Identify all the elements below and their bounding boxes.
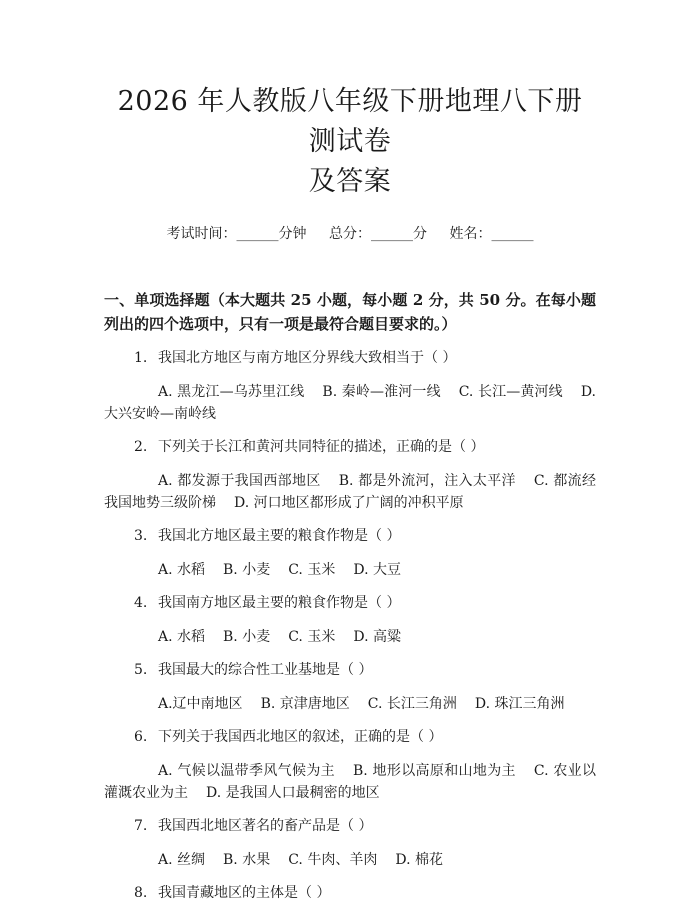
option-c: C. 玉米: [288, 562, 336, 578]
question-item: [104, 437, 596, 514]
question-stem: [104, 526, 596, 546]
option-a: A. 丝绸: [158, 852, 206, 868]
option-b: B. 小麦: [223, 562, 271, 578]
option-d: D. 珠江三角洲: [474, 696, 565, 712]
question-number: 6.: [134, 729, 148, 745]
option-a: A. 气候以温带季风气候为主: [158, 763, 336, 779]
question-item: [104, 660, 596, 715]
question-stem: [104, 660, 596, 680]
option-d: D. 是我国人口最稠密的地区: [206, 785, 380, 801]
question-options: [104, 849, 596, 871]
question-text: 我国青藏地区的主体是（ ）: [158, 885, 331, 901]
section-heading: 一、单项选择题（本大题共 25 小题，每小题 2 分，共 50 分。在每小题列出的四个选项中，只有一项是最符合题目要求的。）: [104, 291, 596, 333]
question-options: [104, 559, 596, 581]
question-text: 我国最大的综合性工业基地是（ ）: [158, 662, 373, 678]
question-options: [104, 470, 596, 514]
question-number: 4.: [134, 595, 148, 611]
option-a: A. 水稻: [158, 562, 206, 578]
question-item: [104, 348, 596, 425]
question-options: [104, 760, 596, 804]
question-number: 2.: [134, 439, 148, 455]
option-c: C. 长江—黄河线: [458, 384, 563, 400]
option-c: C. 牛肉、羊肉: [288, 852, 378, 868]
question-number: 8.: [134, 885, 148, 901]
option-b: B. 秦岭—淮河一线: [322, 384, 441, 400]
option-d: D. 大兴安岭—南岭线: [104, 384, 596, 422]
question-text: 我国南方地区最主要的粮食作物是（ ）: [158, 595, 401, 611]
question-text: 我国西北地区著名的畜产品是（ ）: [158, 818, 373, 834]
option-c: C. 农业以灌溉农业为主: [104, 763, 596, 801]
option-c: C. 都流经我国地势三级阶梯: [104, 473, 596, 511]
question-list: [104, 348, 596, 903]
question-item: [104, 727, 596, 804]
question-number: 3.: [134, 528, 148, 544]
option-a: A. 都发源于我国西部地区: [158, 473, 321, 489]
option-b: B. 水果: [223, 852, 271, 868]
option-b: B. 京津唐地区: [260, 696, 350, 712]
student-name: 姓名：______: [449, 226, 534, 242]
title-line-1: 2026 年人教版八年级下册地理八下册测试卷: [117, 86, 583, 157]
option-d: D. 大豆: [353, 562, 401, 578]
option-d: D. 棉花: [395, 852, 443, 868]
exam-time: 考试时间：______分钟: [166, 226, 307, 242]
option-a: A.辽中南地区: [158, 696, 243, 712]
question-stem: [104, 593, 596, 613]
question-number: 5.: [134, 662, 148, 678]
question-number: 1.: [134, 350, 148, 366]
option-a: A. 水稻: [158, 629, 206, 645]
question-text: 我国北方地区与南方地区分界线大致相当于（ ）: [158, 350, 457, 366]
question-stem: [104, 348, 596, 368]
question-item: [104, 816, 596, 871]
option-d: D. 高粱: [353, 629, 401, 645]
question-text: 下列关于长江和黄河共同特征的描述，正确的是（ ）: [158, 439, 485, 455]
question-options: [104, 693, 596, 715]
option-b: B. 小麦: [223, 629, 271, 645]
question-stem: [104, 437, 596, 457]
question-item: [104, 883, 596, 903]
question-stem: [104, 883, 596, 903]
option-d: D. 河口地区都形成了广阔的冲积平原: [234, 495, 464, 511]
exam-meta: [104, 224, 596, 244]
question-number: 7.: [134, 818, 148, 834]
question-item: [104, 526, 596, 581]
total-score: 总分：______分: [329, 226, 427, 242]
option-c: C. 长江三角洲: [367, 696, 457, 712]
option-c: C. 玉米: [288, 629, 336, 645]
question-item: [104, 593, 596, 648]
option-b: B. 都是外流河，注入太平洋: [338, 473, 516, 489]
title-line-2: 及答案: [308, 166, 392, 197]
option-b: B. 地形以高原和山地为主: [353, 763, 516, 779]
exam-title: [104, 0, 596, 202]
question-text: 下列关于我国西北地区的叙述，正确的是（ ）: [158, 729, 443, 745]
question-stem: [104, 816, 596, 836]
question-options: [104, 381, 596, 425]
question-stem: [104, 727, 596, 747]
option-a: A. 黑龙江—乌苏里江线: [158, 384, 305, 400]
question-options: [104, 626, 596, 648]
question-text: 我国北方地区最主要的粮食作物是（ ）: [158, 528, 401, 544]
